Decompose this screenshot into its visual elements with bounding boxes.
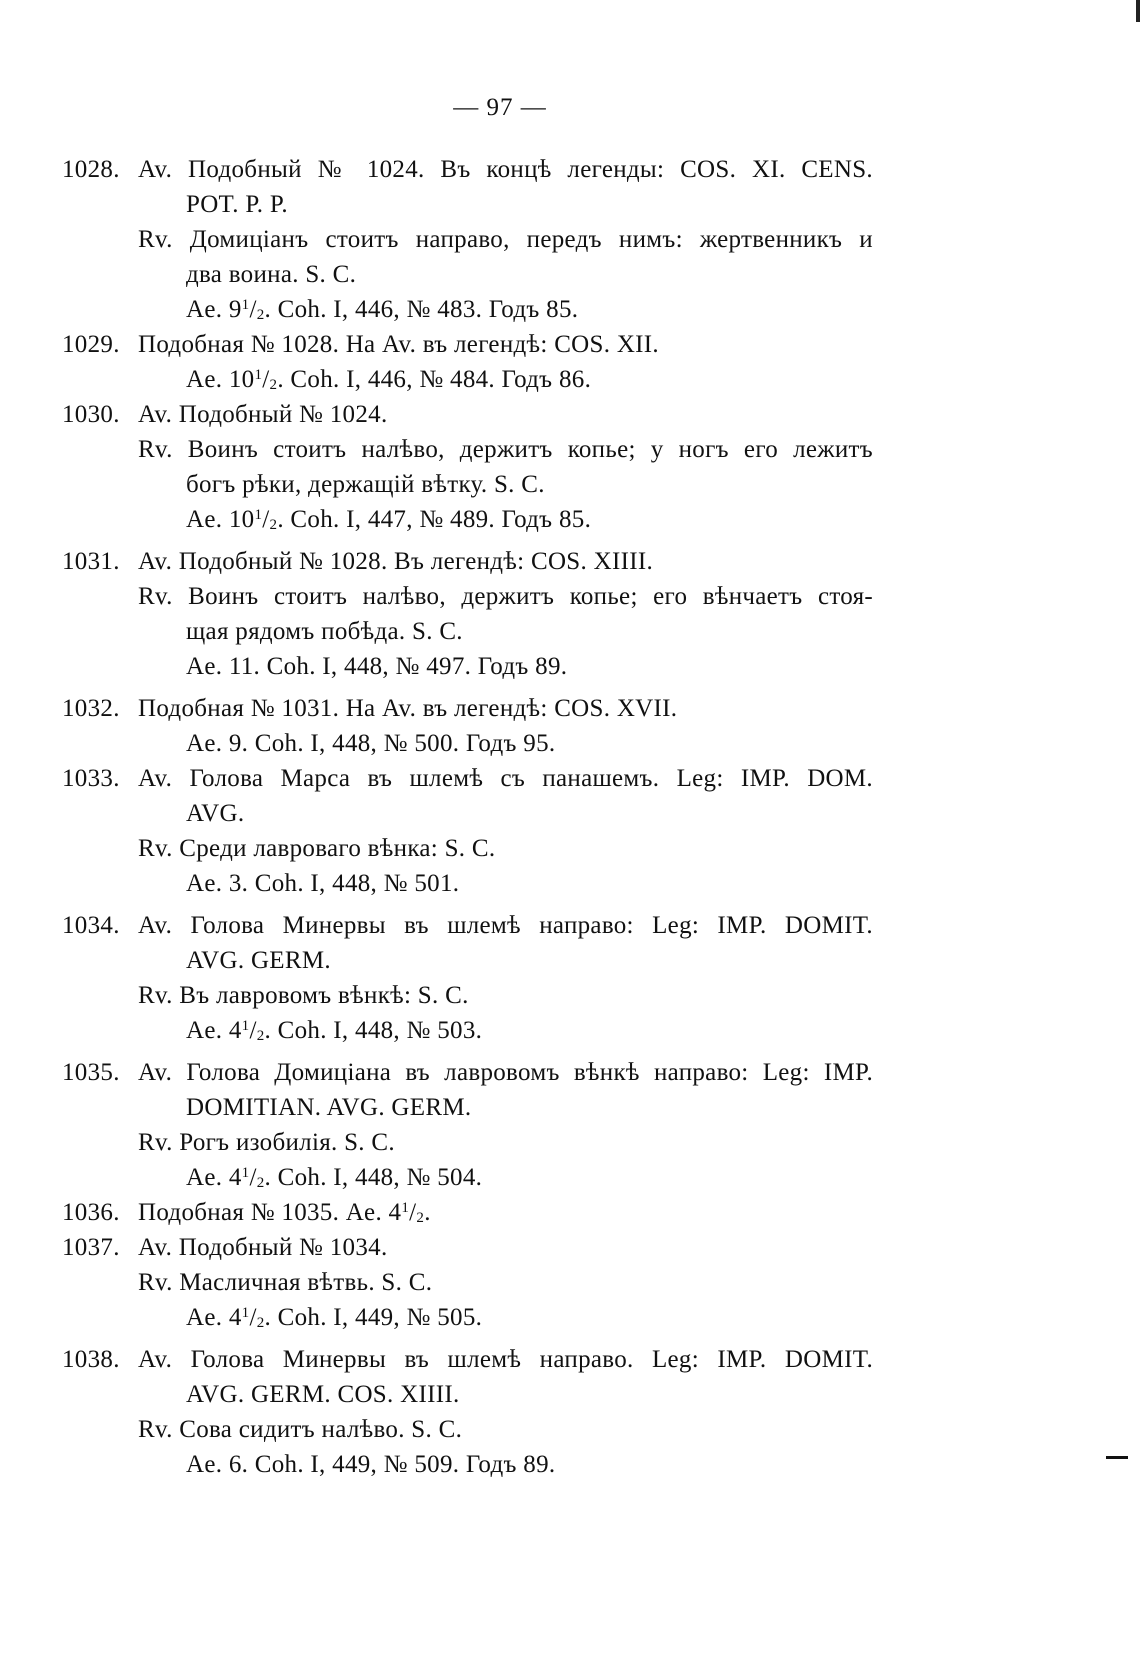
entry-line (0, 726, 1140, 761)
entry-text: Av. Подобный № 1024. (138, 401, 388, 428)
entry-number: 1035. (62, 1059, 120, 1086)
fraction-denominator: 2 (269, 377, 278, 393)
entry-number: 1038. (62, 1346, 120, 1373)
catalogue-entry (0, 152, 1140, 327)
entry-text: Подобная № 1035. Ae. $4^1/_2$. (138, 1199, 431, 1226)
entry-line (0, 614, 1140, 649)
fraction-denominator: 2 (256, 1175, 265, 1191)
catalogue-entry (0, 1195, 1140, 1230)
fraction-numerator: 1 (241, 1165, 250, 1181)
entry-number: 1030. (62, 401, 120, 428)
entry-text: Av. Подобный № 1034. (138, 1234, 388, 1261)
catalogue-entry (0, 1055, 1140, 1195)
entry-text: Rv. Въ лавровомъ вѣнкѣ: S. C. (138, 982, 469, 1009)
entry-text: Подобная № 1028. На Av. въ легендѣ: COS. XII. (138, 331, 659, 358)
entry-text: Ae. $9^1/_2$. Coh. I, 446, № 483. Годъ 85. (186, 296, 579, 323)
catalogue-entry (0, 691, 1140, 761)
entry-text: Ae. $4^1/_2$. Coh. I, 448, № 503. (186, 1017, 483, 1044)
entry-text: AVG. (186, 800, 245, 827)
entry-number: 1037. (62, 1234, 120, 1261)
entry-line (0, 908, 1140, 943)
fraction-numerator: 1 (254, 367, 263, 383)
entry-text: AVG. GERM. COS. XIIII. (186, 1381, 460, 1408)
entry-number: 1029. (62, 331, 120, 358)
entry-line (0, 467, 1140, 502)
entry-text: Rv. Воинъ стоитъ налѣво, держитъ копье; его вѣнчаетъ стоя- (138, 583, 873, 610)
entry-text: Rv. Среди лавроваго вѣнка: S. C. (138, 835, 496, 862)
fraction-numerator: 1 (254, 507, 263, 523)
catalogue-entry (0, 544, 1140, 684)
fraction-denominator: 2 (256, 1315, 265, 1331)
entry-line (0, 1377, 1140, 1412)
entry-text: Rv. Масличная вѣтвь. S. C. (138, 1269, 433, 1296)
entry-line (0, 544, 1140, 579)
entry-text: Av. Голова Минервы въ шлемѣ направо: Leg: IMP. DOMIT. (138, 912, 873, 939)
entry-line (0, 1013, 1140, 1048)
entry-text: DOMITIAN. AVG. GERM. (186, 1094, 472, 1121)
coin-catalogue (0, 152, 1140, 1482)
entry-text: Ae. 3. Coh. I, 448, № 501. (186, 870, 460, 897)
entry-text: Ae. $4^1/_2$. Coh. I, 448, № 504. (186, 1164, 483, 1191)
entry-line (0, 1412, 1140, 1447)
entry-text: Av. Подобный № 1024. Въ концѣ легенды: COS. XI. CENS. (138, 156, 873, 183)
entry-text: AVG. GERM. (186, 947, 331, 974)
fraction-numerator: 1 (401, 1200, 410, 1216)
entry-line (0, 222, 1140, 257)
entry-line (0, 943, 1140, 978)
catalogue-entry (0, 1230, 1140, 1335)
entry-line (0, 761, 1140, 796)
entry-number: 1036. (62, 1199, 120, 1226)
entry-line (0, 502, 1140, 537)
entry-line (0, 866, 1140, 901)
entry-text: Ae. 6. Coh. I, 449, № 509. Годъ 89. (186, 1451, 556, 1478)
entry-text: богъ рѣки, держащій вѣтку. S. C. (186, 471, 545, 498)
entry-text: Ae. $10^1/_2$. Coh. I, 447, № 489. Годъ 85. (186, 506, 592, 533)
fraction-denominator: 2 (416, 1210, 425, 1226)
entry-line (0, 152, 1140, 187)
entry-number: 1031. (62, 548, 120, 575)
entry-text: Ae. $10^1/_2$. Coh. I, 446, № 484. Годъ 86. (186, 366, 592, 393)
entry-line (0, 1195, 1140, 1230)
entry-line (0, 362, 1140, 397)
entry-line (0, 1265, 1140, 1300)
fraction-denominator: 2 (256, 1028, 265, 1044)
entry-text: Rv. Сова сидитъ налѣво. S. C. (138, 1416, 463, 1443)
entry-line (0, 1160, 1140, 1195)
fraction-denominator: 2 (256, 307, 265, 323)
entry-text: Rv. Домиціанъ стоитъ направо, передъ нимъ: жертвенникъ и (138, 226, 873, 253)
entry-text: Ae. 9. Coh. I, 448, № 500. Годъ 95. (186, 730, 556, 757)
entry-text: Av. Голова Домиціана въ лавровомъ вѣнкѣ направо: Leg: IMP. (138, 1059, 873, 1086)
entry-line (0, 397, 1140, 432)
entry-text: два воина. S. C. (186, 261, 357, 288)
fraction-numerator: 1 (241, 297, 250, 313)
entry-line (0, 1230, 1140, 1265)
entry-line (0, 187, 1140, 222)
entry-line (0, 1125, 1140, 1160)
entry-line (0, 327, 1140, 362)
entry-line (0, 796, 1140, 831)
catalogue-entry (0, 327, 1140, 397)
fraction-denominator: 2 (269, 517, 278, 533)
catalogue-entry (0, 761, 1140, 901)
entry-line (0, 257, 1140, 292)
entry-number: 1028. (62, 156, 120, 183)
entry-number: 1033. (62, 765, 120, 792)
fraction-numerator: 1 (241, 1018, 250, 1034)
entry-line (0, 831, 1140, 866)
entry-line (0, 649, 1140, 684)
fraction-numerator: 1 (241, 1305, 250, 1321)
entry-line (0, 1090, 1140, 1125)
entry-line (0, 292, 1140, 327)
entry-text: Ae. $4^1/_2$. Coh. I, 449, № 505. (186, 1304, 483, 1331)
entry-text: Av. Голова Минервы въ шлемѣ направо. Leg: IMP. DOMIT. (138, 1346, 873, 1373)
entry-line (0, 579, 1140, 614)
entry-text: POT. P. P. (186, 191, 288, 218)
entry-line (0, 1342, 1140, 1377)
catalogue-entry (0, 397, 1140, 537)
entry-text: Ae. 11. Coh. I, 448, № 497. Годъ 89. (186, 653, 568, 680)
entry-text: Av. Голова Марса въ шлемѣ съ панашемъ. Leg: IMP. DOM. (138, 765, 873, 792)
entry-text: Rv. Воинъ стоитъ налѣво, держитъ копье; у ногъ его лежитъ (138, 436, 873, 463)
scan-margin-dash (1106, 1456, 1128, 1459)
entry-line (0, 691, 1140, 726)
entry-line (0, 978, 1140, 1013)
entry-line (0, 432, 1140, 467)
entry-text: Av. Подобный № 1028. Въ легендѣ: COS. XIIII. (138, 548, 654, 575)
entry-number: 1032. (62, 695, 120, 722)
entry-number: 1034. (62, 912, 120, 939)
catalogue-entry (0, 1342, 1140, 1482)
entry-text: щая рядомъ побѣда. S. C. (186, 618, 463, 645)
entry-text: Подобная № 1031. На Av. въ легендѣ: COS. XVII. (138, 695, 678, 722)
entry-text: Rv. Рогъ изобилія. S. C. (138, 1129, 395, 1156)
page-number: — 97 — (453, 94, 547, 121)
catalogue-entry (0, 908, 1140, 1048)
entry-line (0, 1447, 1140, 1482)
entry-line (0, 1055, 1140, 1090)
scan-edge-mark (1136, 0, 1140, 22)
entry-line (0, 1300, 1140, 1335)
